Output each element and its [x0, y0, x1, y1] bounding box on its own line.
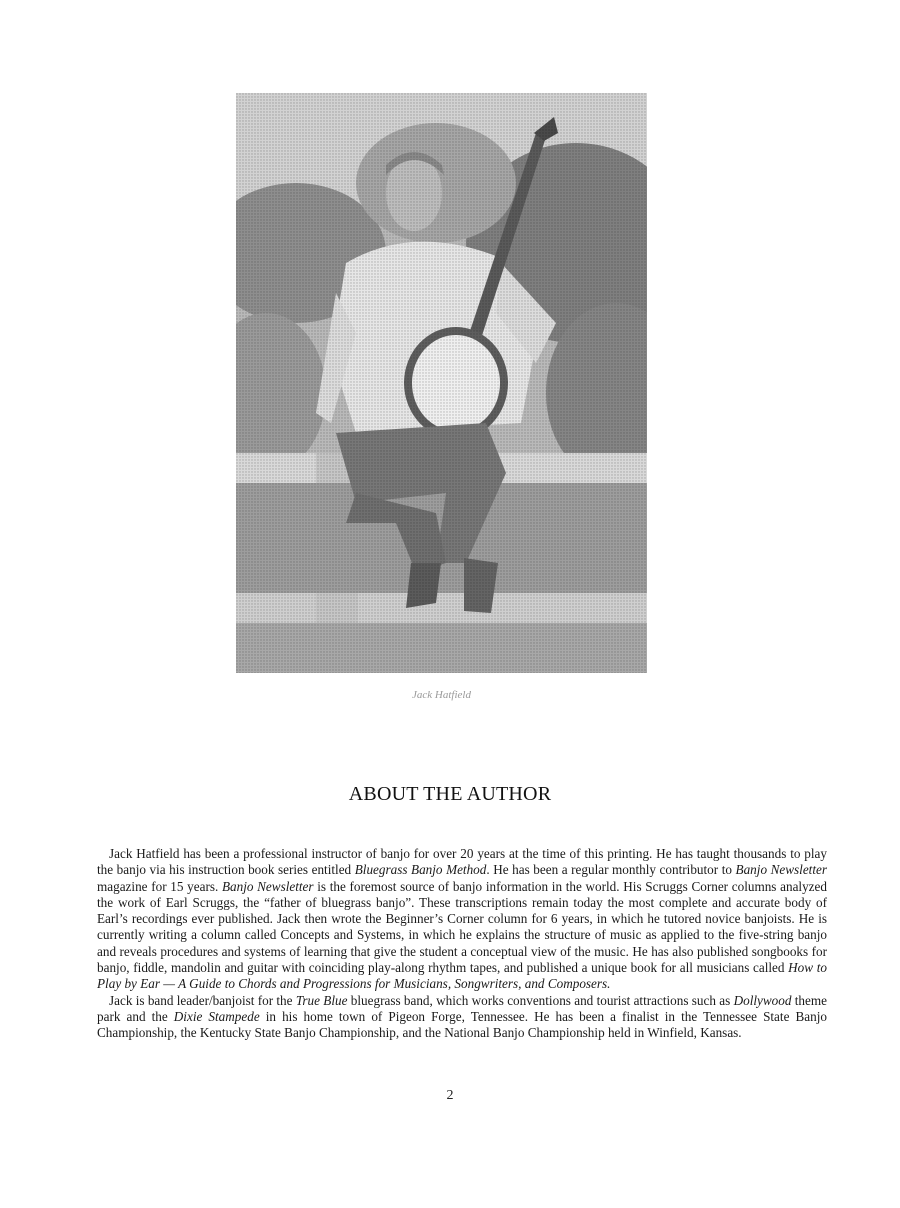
italic-title-run: Banjo Newsletter	[221, 878, 314, 894]
italic-title-run: Bluegrass Banjo Method	[354, 862, 487, 878]
photo-caption: Jack Hatfield	[412, 689, 471, 701]
text-run: bluegrass band, which works conventions and tourist attractions such as	[347, 992, 734, 1008]
text-run: is the foremost source of banjo information in the world. His Scruggs Corner columns analyzed the work of Earl Scruggs, the “father of bluegrass banjo”. These transcriptions remain today the most complete and accurate body of Earl’s recordings ever published. Jack then wrote the Beginner’s Corner column for 6 years, in which he tutored novice banjoists. He is currently writing a column called Concepts and Systems, in which he explains the structure of music as applied to the five-string banjo and reveals procedures and systems of learning that give the student a conceptual view of the music. He has also published songbooks for banjo, fiddle, mandolin and guitar with coinciding play-along rhythm tapes, and published a unique book for all musicians called	[97, 878, 827, 976]
text-run: magazine for 15 years.	[97, 878, 222, 894]
author-photo	[236, 93, 647, 673]
page-number: 2	[446, 1088, 454, 1103]
text-run: theme park and the	[97, 992, 827, 1024]
italic-title-run: True Blue	[295, 992, 348, 1008]
italic-title-run: Dollywood	[733, 992, 792, 1008]
italic-title-run: Banjo Newsletter	[735, 862, 827, 878]
author-bio	[97, 846, 827, 1042]
text-run: Jack Hatfield has been a professional instructor of banjo for over 20 years at the time of this printing. He has taught thousands to play the banjo via his instruction book series entitled	[97, 846, 827, 878]
text-run: in his home town of Pigeon Forge, Tennessee. He has been a finalist in the Tennessee State Banjo Championship, the Kentucky State Banjo Championship, and the National Banjo Championship held in Winfield, Kansas.	[97, 1008, 827, 1041]
text-run: . He has been a regular monthly contributor to	[486, 862, 736, 878]
italic-title-run: How to Play by Ear — A Guide to Chords and Progressions for Musicians, Songwriters, and Composers.	[97, 960, 827, 992]
page-title: ABOUT THE AUTHOR	[348, 783, 552, 805]
bio-paragraph	[97, 993, 827, 1042]
text-run: Jack is band leader/banjoist for the	[109, 992, 296, 1008]
italic-title-run: Dixie Stampede	[173, 1008, 260, 1024]
bio-paragraph	[97, 846, 827, 993]
